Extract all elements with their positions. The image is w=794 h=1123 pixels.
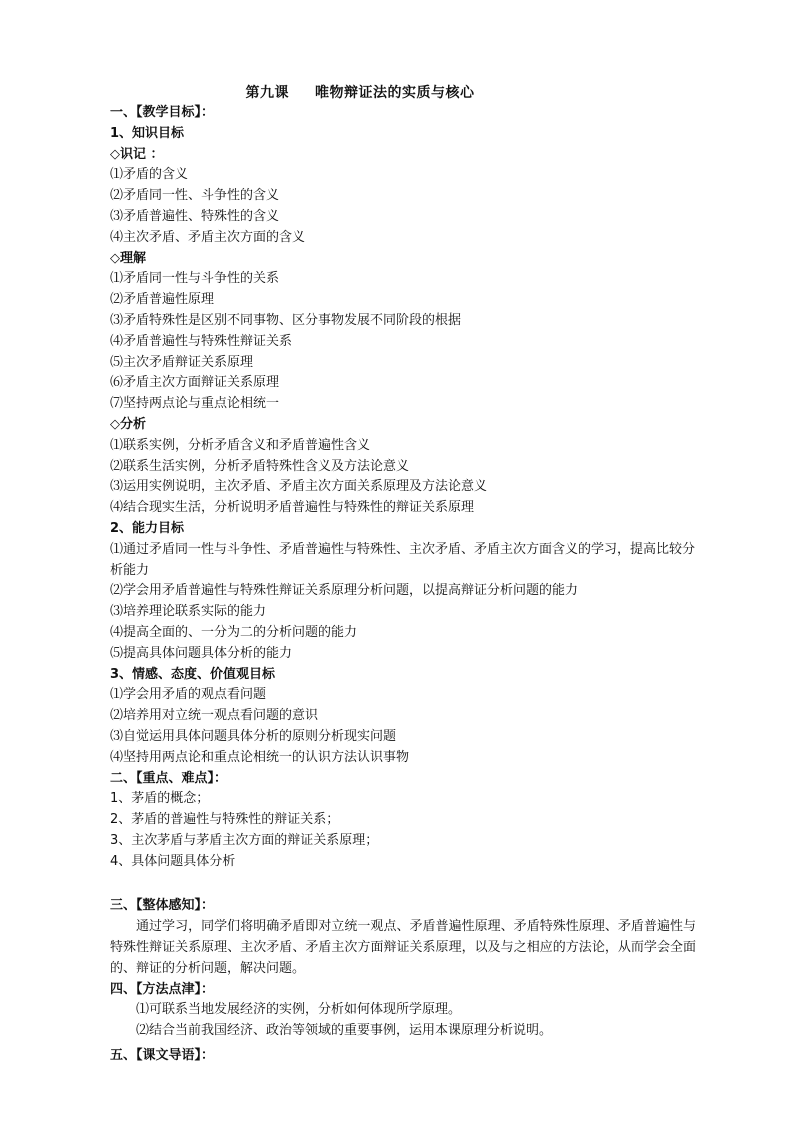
document-body bbox=[110, 103, 696, 1067]
list-item: ⑵矛盾普遍性原理 bbox=[110, 292, 215, 308]
list-item: ⑴学会用矛盾的观点看问题 bbox=[110, 687, 267, 703]
lesson-title bbox=[0, 82, 720, 102]
list-item: ⑷结合现实生活，分析说明矛盾普遍性与特殊性的辩证关系原理 bbox=[110, 500, 475, 516]
list-item: ⑺坚持两点论与重点论相统一 bbox=[110, 396, 280, 412]
list-item: ⑷主次矛盾、矛盾主次方面的含义 bbox=[110, 229, 306, 245]
overview-paragraph: 通过学习，同学们将明确矛盾即对立统一观点、矛盾普遍性原理、矛盾特殊性原理、矛盾普遍性与特殊性辩证关系原理、主次矛盾、矛盾主次方面辩证关系原理，以及与之相应的方法论，从而学会全面的、辩证的分析问题，解决问题。 bbox=[110, 919, 696, 976]
list-item: 1、茅盾的概念； bbox=[110, 791, 210, 807]
list-item: ⑴可联系当地发展经济的实例，分析如何体现所学原理。 bbox=[136, 1002, 462, 1018]
list-item: ⑷矛盾普遍性与特殊性辩证关系 bbox=[110, 333, 293, 349]
list-item: ⑶培养理论联系实际的能力 bbox=[110, 604, 267, 620]
section-heading-overview: 三、【整体感知】： bbox=[110, 898, 215, 914]
list-item: ⑵矛盾同一性、斗争性的含义 bbox=[110, 188, 280, 204]
list-item: ⑶矛盾普遍性、特殊性的含义 bbox=[110, 208, 280, 224]
list-item: 2、茅盾的普遍性与特殊性的辩证关系； bbox=[110, 812, 340, 828]
list-item: ⑶运用实例说明，主次矛盾、矛盾主次方面关系原理及方法论意义 bbox=[110, 479, 488, 495]
list-item: ⑶自觉运用具体问题具体分析的原则分析现实问题 bbox=[110, 728, 397, 744]
list-item: ⑸主次矛盾辩证关系原理 bbox=[110, 354, 254, 370]
list-item: ⑶矛盾特殊性是区别不同事物、区分事物发展不同阶段的根据 bbox=[110, 312, 462, 328]
list-item: ⑴联系实例，分析矛盾含义和矛盾普遍性含义 bbox=[110, 437, 371, 453]
list-item: ⑴通过矛盾同一性与斗争性、矛盾普遍性与特殊性、主次矛盾、矛盾主次方面含义的学习，提高比较分析能力 bbox=[110, 541, 696, 578]
spacer bbox=[110, 872, 696, 896]
section-heading-methods: 四、【方法点津】： bbox=[110, 981, 215, 997]
lesson-number: 第九课 bbox=[245, 85, 289, 101]
section-heading-intro: 五、【课文导语】： bbox=[110, 1048, 215, 1064]
subheading-values: 3、情感、态度、价值观目标 bbox=[110, 666, 276, 682]
heading-understand: ◇理解 bbox=[110, 250, 146, 266]
subheading-ability: 2、能力目标 bbox=[110, 520, 185, 536]
section-heading-objectives: 一、【教学目标】： bbox=[110, 105, 215, 120]
lesson-topic: 唯物辩证法的实质与核心 bbox=[315, 85, 475, 101]
section-heading-key-points: 二、【重点、难点】： bbox=[110, 770, 228, 786]
list-item: 4、具体问题具体分析 bbox=[110, 853, 236, 869]
heading-analyze: ◇分析 bbox=[110, 416, 146, 432]
list-item: ⑵学会用矛盾普遍性与特殊性辩证关系原理分析问题，以提高辩证分析问题的能力 bbox=[110, 583, 579, 599]
subheading-knowledge: 1、知识目标 bbox=[110, 125, 185, 141]
heading-recall: ◇识记 ： bbox=[110, 146, 164, 162]
list-item: ⑴矛盾同一性与斗争性的关系 bbox=[110, 271, 280, 287]
list-item: ⑵联系生活实例，分析矛盾特殊性含义及方法论意义 bbox=[110, 458, 410, 474]
list-item: ⑹矛盾主次方面辩证关系原理 bbox=[110, 375, 280, 391]
list-item: 3、主次茅盾与茅盾主次方面的辩证关系原理； bbox=[110, 832, 379, 848]
list-item: ⑷坚持用两点论和重点论相统一的认识方法认识事物 bbox=[110, 749, 410, 765]
list-item: ⑵结合当前我国经济、政治等领域的重要事例，运用本课原理分析说明。 bbox=[136, 1023, 553, 1039]
list-item: ⑸提高具体问题具体分析的能力 bbox=[110, 645, 293, 661]
list-item: ⑴矛盾的含义 bbox=[110, 167, 189, 183]
list-item: ⑷提高全面的、一分为二的分析问题的能力 bbox=[110, 624, 358, 640]
list-item: ⑵培养用对立统一观点看问题的意识 bbox=[110, 708, 319, 724]
